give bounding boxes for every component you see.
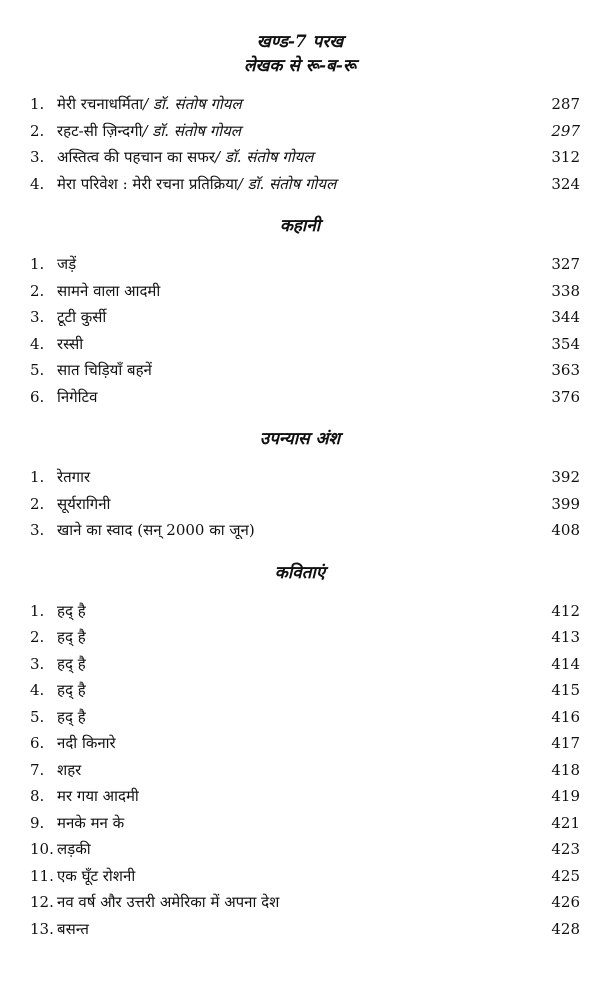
entry-number: 4.: [30, 334, 45, 353]
entry-title: हद् है: [57, 681, 86, 699]
entry-page: 415: [551, 681, 580, 699]
section-title-author-interview: लेखक से रू-ब-रू: [243, 56, 357, 76]
entry-title: लड़की: [57, 840, 91, 858]
toc-entry: [30, 839, 580, 866]
toc-entry: [30, 707, 580, 734]
entry-page: 419: [551, 787, 580, 805]
toc-entry: [30, 601, 580, 628]
entry-page: 338: [551, 281, 580, 300]
toc-list-author-interview: [0, 94, 600, 200]
entry-title: शहर: [57, 760, 82, 779]
toc-entry: [30, 147, 580, 174]
entry-page: 354: [551, 334, 580, 353]
toc-entry: [30, 520, 580, 547]
toc-entry: [30, 360, 580, 387]
entry-author: / डॉ. संतोष गोयल: [215, 148, 314, 166]
toc-list-novel-excerpts: [0, 467, 600, 547]
entry-author: / डॉ. संतोष गोयल: [237, 174, 337, 193]
entry-page: 414: [551, 654, 580, 673]
section-title-stories: कहानी: [279, 216, 321, 236]
entry-page: 416: [551, 707, 580, 726]
entry-page: 413: [551, 628, 580, 646]
toc-entry: [30, 174, 580, 201]
entry-page: 312: [551, 148, 580, 166]
entry-number: 3.: [30, 521, 45, 539]
entry-number: 7.: [30, 760, 45, 779]
entry-title: सामने वाला आदमी: [57, 281, 161, 300]
entry-number: 9.: [30, 813, 45, 832]
toc-entry: [30, 892, 580, 919]
entry-title: हद् है: [57, 601, 86, 620]
entry-title: बसन्त: [57, 919, 89, 938]
toc-entry: [30, 307, 580, 334]
entry-title: मेरी रचनाधर्मिता/ डॉ. संतोष गोयल: [57, 95, 242, 113]
entry-number: 4.: [30, 681, 45, 699]
toc-entry: [30, 627, 580, 654]
part-title: खण्ड-7 परख: [256, 32, 344, 52]
entry-number: 12.: [30, 893, 54, 911]
entry-title: मेरा परिवेश : मेरी रचना प्रतिक्रिया/ डॉ. संतोष गोयल: [57, 174, 337, 193]
toc-entry: [30, 494, 580, 521]
entry-page: 418: [551, 760, 580, 779]
entry-number: 11.: [30, 866, 54, 885]
toc-list-stories: [0, 254, 600, 413]
entry-title: हद् है: [57, 707, 86, 726]
entry-title: हद् है: [57, 654, 86, 673]
entry-number: 5.: [30, 707, 45, 726]
entry-number: 2.: [30, 494, 45, 513]
toc-entry: [30, 786, 580, 813]
entry-page: 392: [551, 468, 580, 486]
entry-page: 324: [551, 174, 580, 193]
entry-number: 6.: [30, 734, 45, 752]
entry-number: 3.: [30, 148, 45, 166]
entry-title: एक घूँट रोशनी: [57, 866, 136, 885]
entry-page: 408: [551, 521, 580, 539]
toc-entry: [30, 94, 580, 121]
toc-entry: [30, 387, 580, 414]
entry-title: जड़ें: [57, 255, 77, 273]
entry-title: रहट-सी ज़िन्दगी/ डॉ. संतोष गोयल: [57, 121, 241, 140]
entry-title: हद् है: [57, 628, 86, 646]
entry-page: 421: [551, 813, 580, 832]
entry-title: रेतगार: [57, 468, 91, 486]
toc-list-poems: [0, 601, 600, 946]
entry-number: 1.: [30, 468, 45, 486]
entry-page: 423: [551, 840, 580, 858]
entry-page: 287: [551, 95, 580, 113]
section-title-poems: कविताएं: [274, 562, 326, 583]
entry-author: / डॉ. संतोष गोयल: [143, 95, 242, 113]
section-title-novel-excerpts: उपन्यास अंश: [259, 429, 341, 449]
entry-title: खाने का स्वाद (सन् 2000 का जून): [57, 521, 255, 539]
entry-title: सात चिड़ियाँ बहनें: [57, 361, 152, 379]
entry-page: 327: [551, 255, 580, 273]
entry-page: 428: [551, 919, 580, 938]
entry-title: अस्तित्व की पहचान का सफर/ डॉ. संतोष गोयल: [57, 148, 314, 166]
entry-page: 425: [551, 866, 580, 885]
entry-title: टूटी कुर्सी: [57, 308, 107, 326]
toc-entry: [30, 334, 580, 361]
entry-number: 1.: [30, 255, 45, 273]
toc-entry: [30, 813, 580, 840]
toc-entry: [30, 733, 580, 760]
entry-title: नदी किनारे: [57, 734, 116, 752]
entry-page: 417: [551, 734, 580, 752]
entry-number: 3.: [30, 308, 45, 326]
entry-page: 344: [551, 308, 580, 326]
entry-title: सूर्यरागिनी: [57, 494, 111, 513]
entry-title: मर गया आदमी: [57, 787, 139, 805]
entry-page: 376: [551, 387, 580, 406]
toc-entry: [30, 254, 580, 281]
toc-entry: [30, 281, 580, 308]
entry-title: मनके मन के: [57, 813, 125, 832]
entry-number: 13.: [30, 919, 54, 938]
toc-entry: [30, 866, 580, 893]
entry-number: 2.: [30, 121, 45, 140]
entry-title: निगेटिव: [57, 387, 98, 406]
entry-author: / डॉ. संतोष गोयल: [142, 121, 241, 140]
entry-page: 363: [551, 361, 580, 379]
entry-number: 2.: [30, 628, 45, 646]
entry-number: 10.: [30, 840, 54, 858]
toc-entry: [30, 654, 580, 681]
toc-page: [0, 30, 600, 982]
toc-entry: [30, 919, 580, 946]
entry-page: 412: [551, 601, 580, 620]
entry-page: 399: [551, 494, 580, 513]
entry-page: 297: [551, 121, 580, 140]
toc-entry: [30, 121, 580, 148]
entry-number: 2.: [30, 281, 45, 300]
entry-title: रस्सी: [57, 334, 84, 353]
entry-number: 8.: [30, 787, 45, 805]
entry-number: 6.: [30, 387, 45, 406]
entry-number: 4.: [30, 174, 45, 193]
toc-entry: [30, 760, 580, 787]
entry-number: 5.: [30, 361, 45, 379]
entry-number: 1.: [30, 95, 45, 113]
toc-entry: [30, 680, 580, 707]
toc-entry: [30, 467, 580, 494]
entry-title: नव वर्ष और उत्तरी अमेरिका में अपना देश: [57, 893, 280, 911]
entry-page: 426: [551, 893, 580, 911]
entry-number: 1.: [30, 601, 45, 620]
entry-number: 3.: [30, 654, 45, 673]
